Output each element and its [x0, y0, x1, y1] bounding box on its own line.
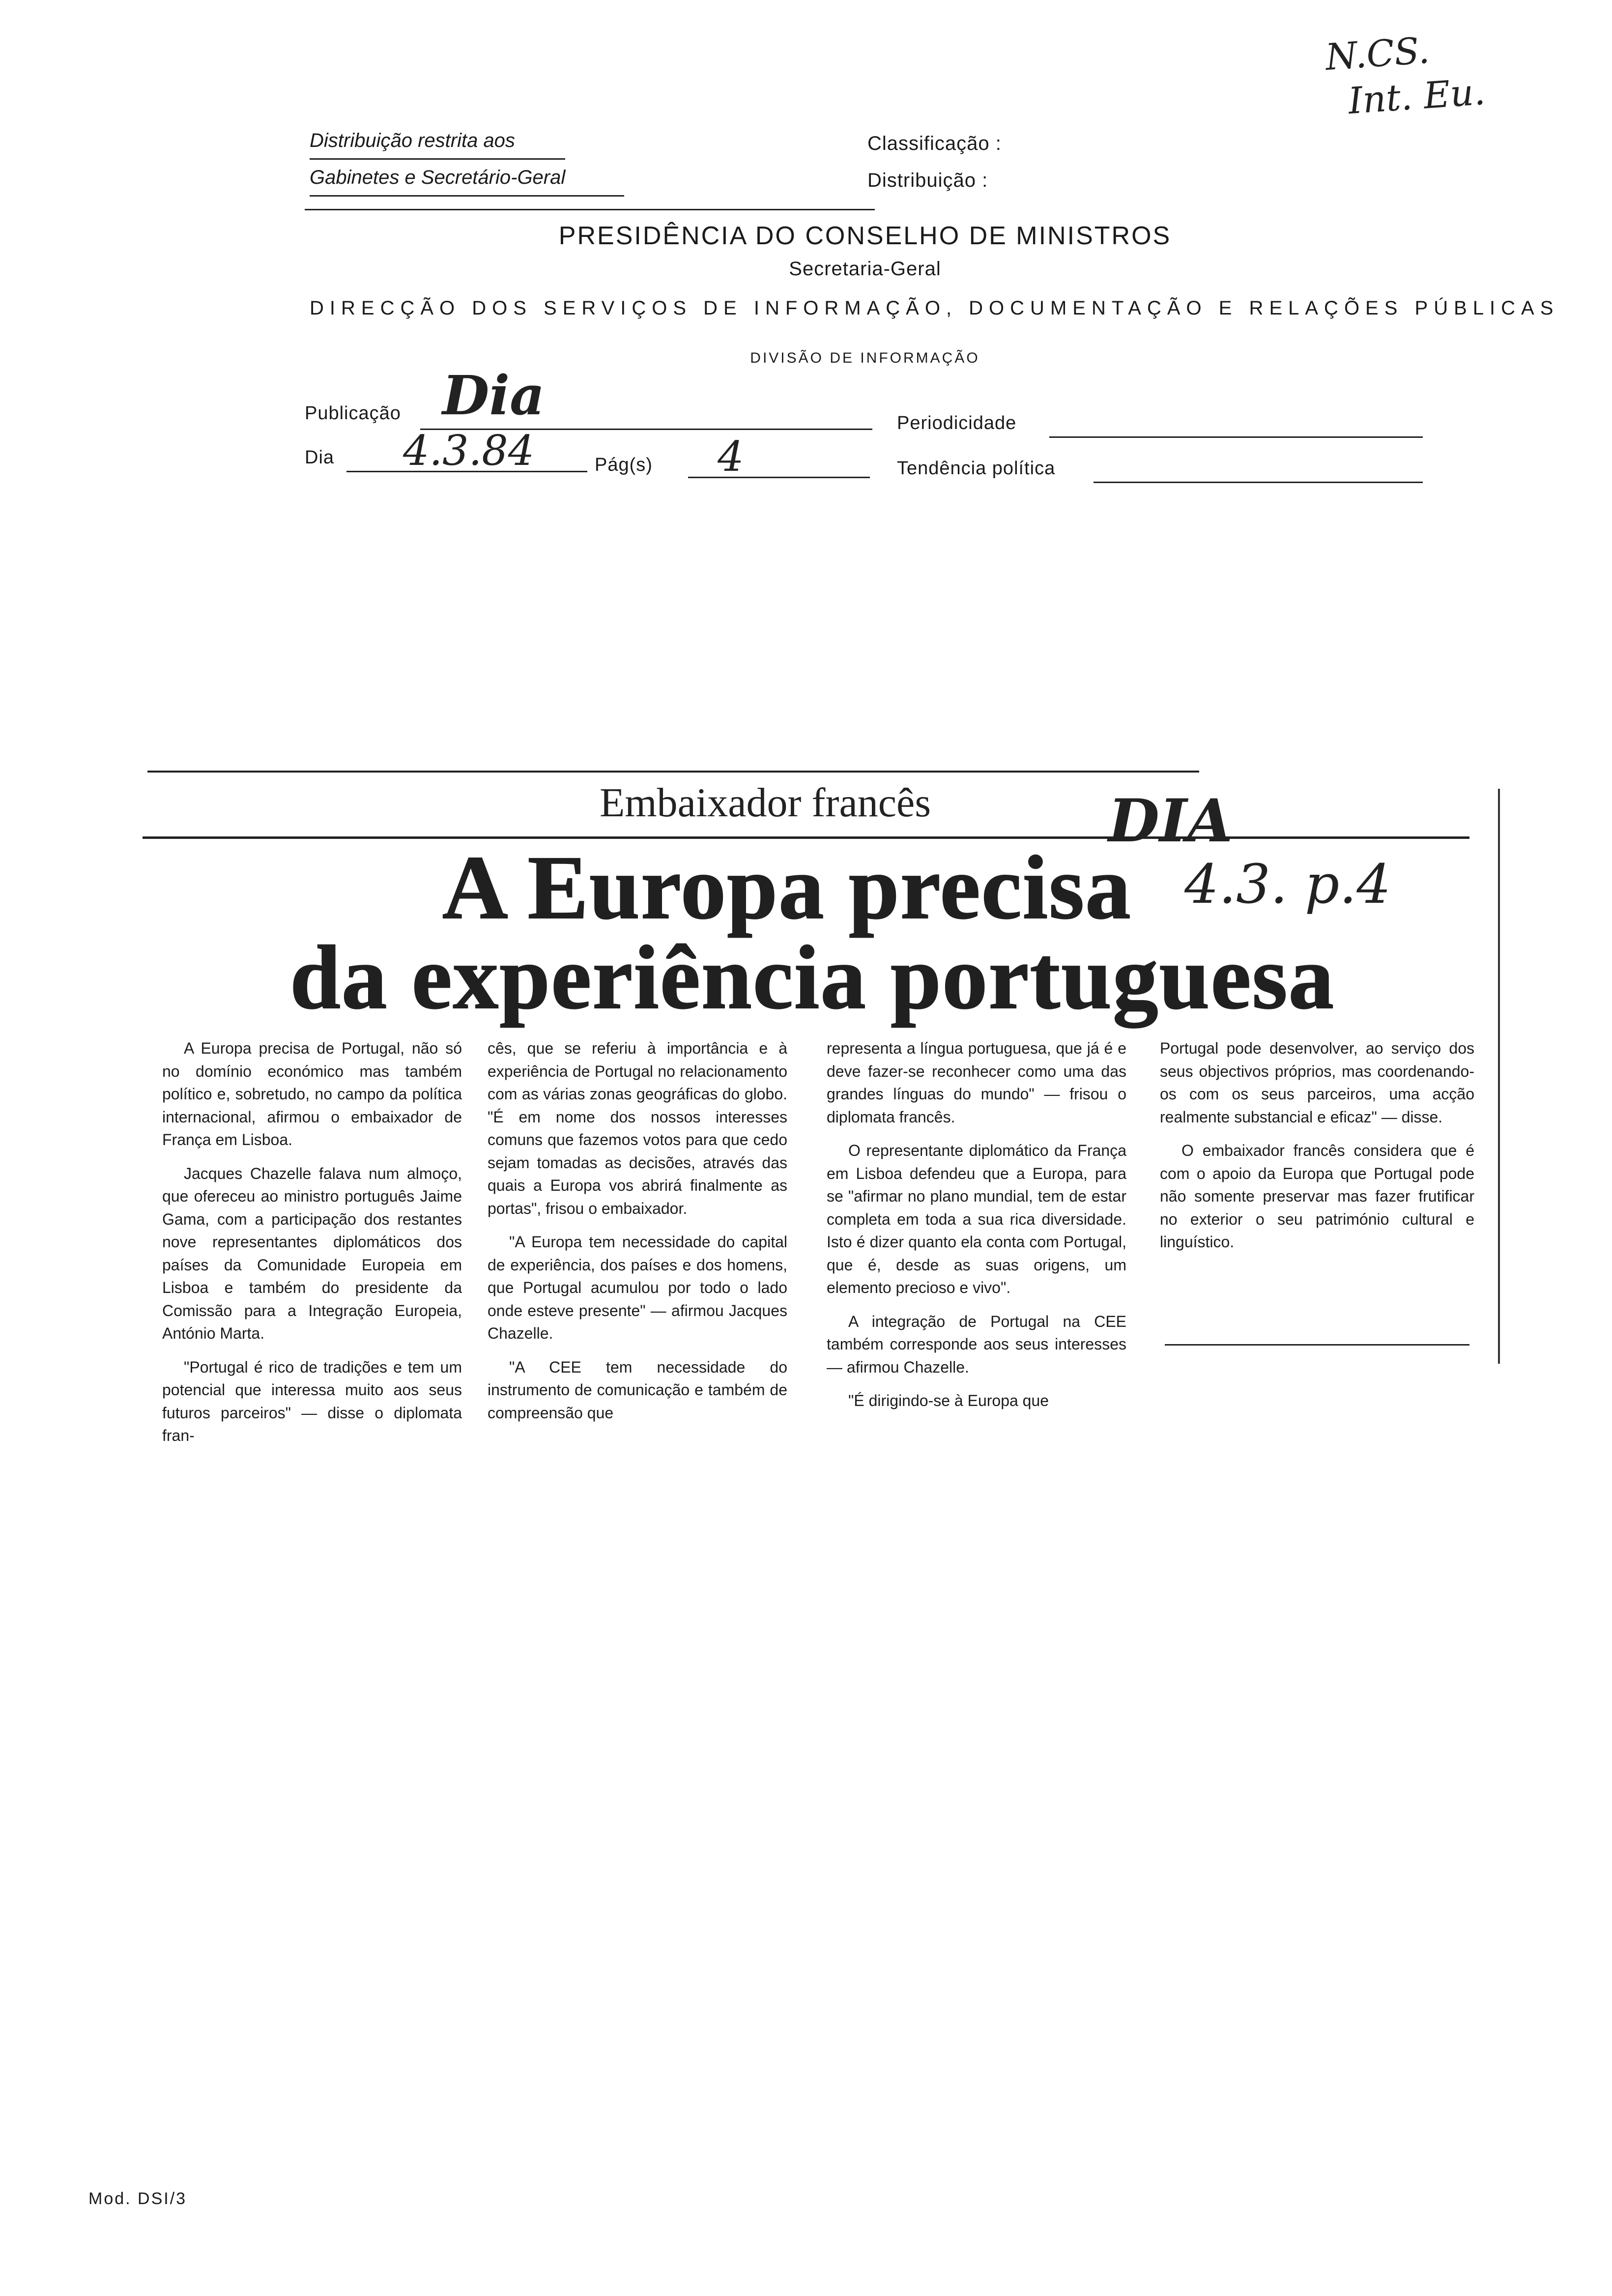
secretaria-geral: Secretaria-Geral [789, 258, 941, 280]
col3-paragraph: "É dirigindo-se à Europa que [848, 1392, 1049, 1409]
clipping-right-border [1498, 789, 1500, 1364]
article-column-4 [1160, 1037, 1474, 1264]
divisao-informacao: DIVISÃO DE INFORMAÇÃO [750, 350, 980, 366]
restricted-distribution-note [310, 123, 624, 197]
article-column-2 [488, 1037, 787, 1435]
periodicidade-field-line [1049, 436, 1423, 438]
periodicidade-label: Periodicidade [897, 413, 1017, 433]
tendencia-label: Tendência política [897, 458, 1056, 479]
article-column-1 [162, 1037, 462, 1458]
pags-field-line [688, 477, 870, 478]
dia-handwritten-value: 4.3.84 [403, 427, 535, 475]
handwritten-page-ref: 4.3. p.4 [1184, 853, 1391, 916]
dia-label: Dia [305, 447, 335, 468]
publicacao-handwritten-value: Dia [442, 364, 545, 427]
col2-paragraph: "A CEE tem necessidade do instrumento de comunicação e também de compreensão que [488, 1358, 787, 1422]
restricted-line-1: Distribuição restrita aos [310, 123, 565, 160]
distribuicao-label: Distribuição : [867, 170, 988, 191]
col1-paragraph: A Europa precisa de Portugal, não só no domínio económico mas também político e, sobretudo, no campo da política internacional, afirmou o embaixador de França em Lisboa. [162, 1039, 462, 1148]
col3-paragraph: O representante diplomático da França em Lisboa defendeu que a Europa, para se "afirmar no plano mundial, tem de estar completa em toda a sua rica diversidade. Isto é dizer quanto ela conta com Portugal, que é, desde as suas origens, um elemento precioso e vivo". [827, 1142, 1126, 1296]
article-column-3 [827, 1037, 1126, 1423]
restricted-line-2: Gabinetes e Secretário-Geral [310, 160, 624, 197]
article-kicker: Embaixador francês [600, 780, 931, 826]
header-rule [305, 209, 875, 210]
organization-title: PRESIDÊNCIA DO CONSELHO DE MINISTROS [558, 222, 1172, 250]
corner-handwritten-note [1324, 24, 1487, 125]
col2-paragraph: cês, que se referiu à importância e à experiência de Portugal no relacionamento com as várias zonas geográficas do globo. "É em nome dos nossos interesses comuns que fazemos votos para que cedo sejam tomadas as decisões, através das quais a Europa vos abrirá finalmente as portas", frisou o embaixador. [488, 1039, 787, 1217]
clipping-top-rule [147, 771, 1199, 773]
article-end-rule [1165, 1344, 1469, 1346]
headline-line-2: da experiência portuguesa [290, 927, 1335, 1028]
col3-paragraph: A integração de Portugal na CEE também corresponde aos seus interesses — afirmou Chazelle. [827, 1312, 1126, 1376]
classificacao-label: Classificação : [867, 133, 1002, 154]
col1-paragraph: Jacques Chazelle falava num almoço, que ofereceu ao ministro português Jaime Gama, com a participação dos restantes nove representantes diplomáticos dos países da Comunidade Europeia em Lisboa e também do presidente da Comissão para a Integração Europeia, António Marta. [162, 1164, 462, 1342]
tendencia-field-line [1094, 482, 1423, 483]
col4-paragraph: O embaixador francês considera que é com o apoio da Europa que Portugal pode não somente preservar mas fazer frutificar no exterior o seu património cultural e linguístico. [1160, 1142, 1474, 1251]
pags-label: Pág(s) [595, 455, 653, 475]
handwritten-source: DIA [1108, 786, 1233, 856]
col3-paragraph: representa a língua portuguesa, que já é e deve fazer-se reconhecer como uma das grandes línguas do mundo" — frisou o diplomata francês. [827, 1039, 1126, 1126]
corner-note-line-2: Int. Eu. [1347, 70, 1487, 123]
pags-handwritten-value: 4 [718, 432, 744, 481]
corner-note-line-1: N.CS. [1324, 29, 1431, 79]
col2-paragraph: "A Europa tem necessidade do capital de experiência, dos países e dos homens, que Portugal acumulou por todo o lado onde esteve presente" — afirmou Jacques Chazelle. [488, 1233, 787, 1342]
col1-paragraph: "Portugal é rico de tradições e tem um potencial que interessa muito aos seus futuros parceiros" — disse o diplomata fran- [162, 1358, 462, 1444]
direccao-servicos: DIRECÇÃO DOS SERVIÇOS DE INFORMAÇÃO, DOCUMENTAÇÃO E RELAÇÕES PÚBLICAS [310, 297, 1559, 319]
col4-paragraph: Portugal pode desenvolver, ao serviço dos seus objectivos próprios, mas coordenando-os com os seus parceiros, uma acção realmente substancial e eficaz" — disse. [1160, 1039, 1474, 1126]
headline-line-1: A Europa precisa [442, 837, 1132, 938]
publicacao-label: Publicação [305, 403, 401, 424]
form-code: Mod. DSI/3 [88, 2189, 187, 2208]
